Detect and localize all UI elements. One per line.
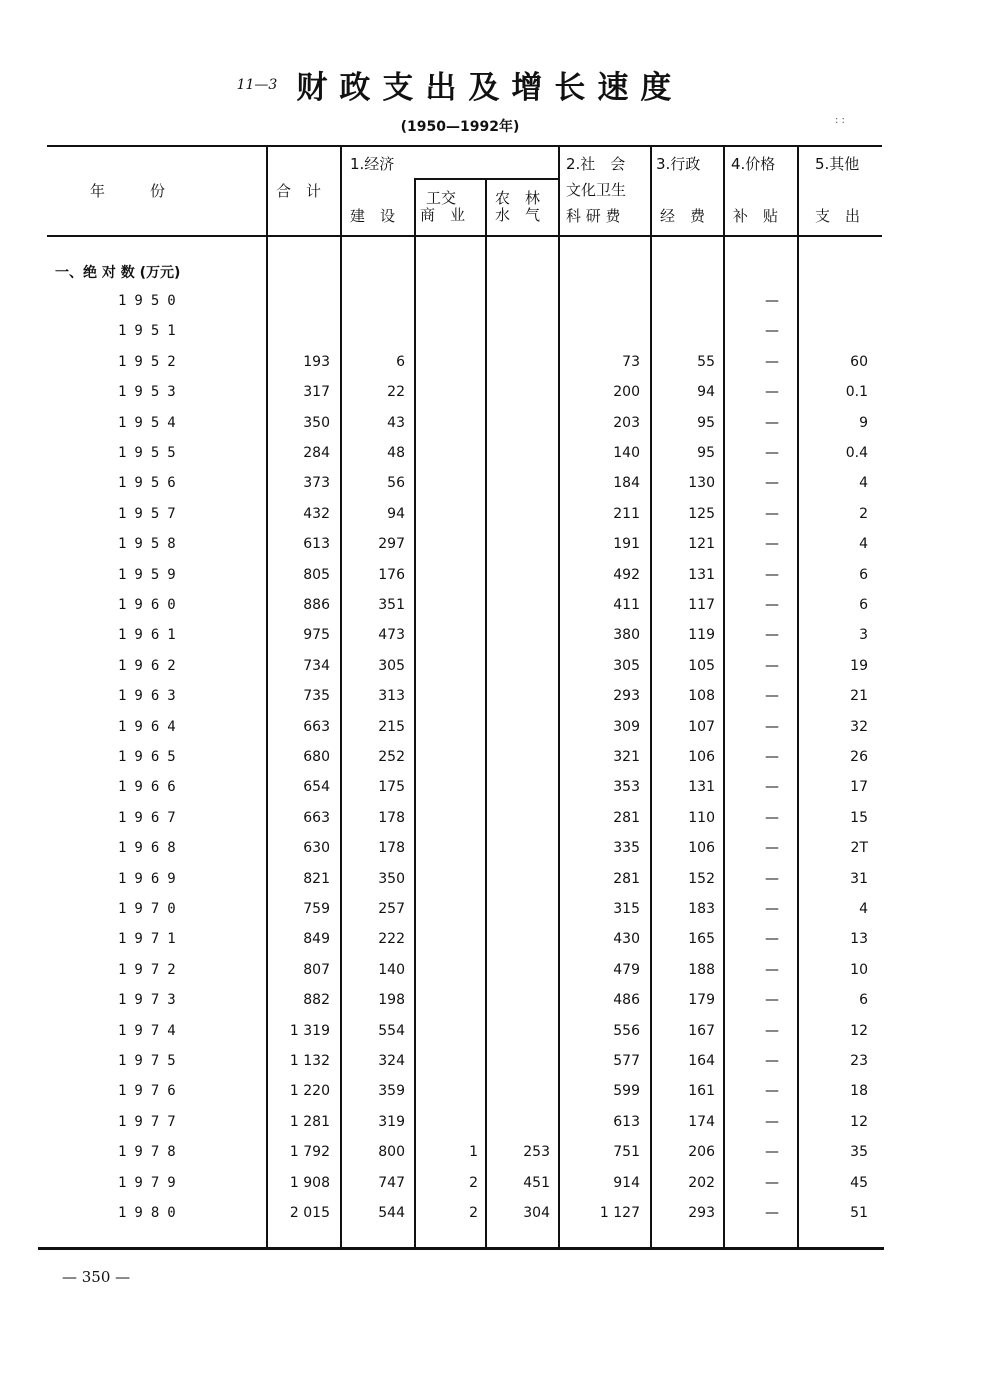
cell-other: 17 [850,779,868,796]
cell-price: — [765,1205,779,1221]
cell-year: 1976 [118,1083,184,1100]
cell-admin: 106 [688,749,715,765]
cell-admin: 55 [697,353,715,370]
table-row [0,871,1000,901]
header-other-bottom: 支 出 [815,207,861,225]
cell-build: 473 [378,627,405,644]
table-row [0,962,1000,992]
cell-price: — [765,931,779,948]
cell-build: 48 [387,445,405,461]
table-bottom-rule [38,1247,884,1250]
cell-social: 353 [613,779,640,796]
cell-price: — [765,840,779,857]
cell-admin: 167 [688,1022,715,1039]
cell-year: 1975 [118,1053,184,1069]
cell-build: 215 [378,718,405,735]
cell-build: 175 [378,779,405,796]
cell-build: 257 [378,901,405,917]
cell-price: — [765,870,779,887]
cell-total: 373 [303,475,330,492]
cell-build: 800 [378,1144,405,1161]
table-row [0,931,1000,961]
cell-build: 544 [378,1205,405,1221]
cell-year: 1961 [118,627,184,644]
cell-other: 32 [850,718,868,735]
table-row [0,658,1000,688]
cell-price: — [765,536,779,553]
table-header-rule [47,235,882,237]
table-row [0,323,1000,353]
cell-other: 15 [850,809,868,826]
cell-admin: 206 [688,1144,715,1161]
cell-total: 680 [303,749,330,765]
cell-price: — [765,809,779,826]
cell-price: — [765,475,779,492]
cell-social: 73 [622,353,640,370]
cell-admin: 131 [688,779,715,796]
table-title [0,62,1000,107]
cell-price: — [765,384,779,401]
cell-social: 315 [613,901,640,917]
cell-year: 1960 [118,597,184,613]
cell-year: 1972 [118,961,184,978]
cell-other: 12 [850,1022,868,1039]
cell-other: 10 [850,961,868,978]
cell-total: 654 [303,779,330,796]
cell-total: 1 908 [289,1174,330,1191]
cell-year: 1971 [118,931,184,948]
cell-admin: 110 [688,809,715,826]
table-row [0,1175,1000,1205]
cell-social: 599 [613,1083,640,1100]
cell-year: 1977 [118,1113,184,1130]
cell-price: — [765,1144,779,1161]
cell-build: 6 [396,353,405,370]
cell-total: 975 [303,627,330,644]
cell-build: 222 [378,931,405,948]
header-social-bottom: 科 研 费 [566,207,621,225]
header-total: 合 计 [276,182,322,200]
cell-social: 309 [613,718,640,735]
cell-build: 176 [378,566,405,583]
cell-year: 1965 [118,749,184,765]
table-row [0,1083,1000,1113]
section-label: 一、绝 对 数 (万元) [55,265,181,281]
cell-price: — [765,414,779,431]
cell-price: — [765,505,779,522]
cell-total: 350 [303,414,330,431]
table-row [0,597,1000,627]
cell-other: 60 [850,353,868,370]
cell-price: — [765,901,779,917]
cell-social: 914 [613,1174,640,1191]
cell-year: 1963 [118,688,184,705]
cell-build: 252 [378,749,405,765]
cell-social: 191 [613,536,640,553]
table-row [0,536,1000,566]
cell-year: 1955 [118,445,184,461]
cell-build: 359 [378,1083,405,1100]
cell-year: 1967 [118,809,184,826]
cell-other: 51 [850,1205,868,1221]
cell-admin: 121 [688,536,715,553]
table-row [0,475,1000,505]
cell-year: 1954 [118,414,184,431]
cell-admin: 202 [688,1174,715,1191]
cell-year: 1951 [118,323,184,340]
cell-build: 94 [387,505,405,522]
cell-year: 1973 [118,992,184,1009]
page-number: — 350 — [62,1268,131,1286]
table-row [0,506,1000,536]
cell-admin: 95 [697,445,715,461]
cell-total: 432 [303,505,330,522]
cell-social: 492 [613,566,640,583]
header-econ-group: 1.经济 [350,155,395,173]
table-row [0,445,1000,475]
cell-price: — [765,718,779,735]
cell-admin: 117 [688,597,715,613]
cell-price: — [765,992,779,1009]
subtitle: (1950—1992年) [400,119,520,135]
table-row [0,719,1000,749]
cell-build: 313 [378,688,405,705]
cell-build: 319 [378,1113,405,1130]
cell-admin: 293 [688,1205,715,1221]
cell-social: 479 [613,961,640,978]
cell-other: 45 [850,1174,868,1191]
cell-total: 613 [303,536,330,553]
cell-ind: 2 [469,1205,478,1221]
cell-other: 23 [850,1053,868,1069]
cell-year: 1959 [118,566,184,583]
cell-total: 663 [303,809,330,826]
cell-year: 1950 [118,293,184,309]
cell-social: 281 [613,870,640,887]
cell-build: 22 [387,384,405,401]
cell-build: 178 [378,809,405,826]
cell-other: 2T [850,840,868,857]
cell-other: 12 [850,1113,868,1130]
header-econ-agr-bottom: 水 气 [495,206,541,224]
cell-social: 321 [613,749,640,765]
cell-build: 140 [378,961,405,978]
cell-price: — [765,1174,779,1191]
econ-subheader-rule [414,178,558,180]
header-price-top: 4.价格 [731,155,776,173]
cell-price: — [765,445,779,461]
cell-social: 140 [613,445,640,461]
cell-price: — [765,353,779,370]
cell-social: 203 [613,414,640,431]
cell-admin: 164 [688,1053,715,1069]
cell-admin: 130 [688,475,715,492]
table-row [0,1205,1000,1235]
cell-build: 351 [378,597,405,613]
table-row [0,1053,1000,1083]
cell-total: 284 [303,445,330,461]
cell-build: 324 [378,1053,405,1069]
cell-price: — [765,566,779,583]
cell-other: 31 [850,870,868,887]
cell-social: 556 [613,1022,640,1039]
cell-year: 1953 [118,384,184,401]
cell-price: — [765,323,779,340]
cell-year: 1978 [118,1144,184,1161]
cell-admin: 188 [688,961,715,978]
scan-artifact: : : [835,115,845,126]
table-row [0,840,1000,870]
cell-price: — [765,627,779,644]
header-social-mid: 文化卫生 [566,181,627,199]
cell-social: 486 [613,992,640,1009]
cell-other: 0.1 [845,384,868,401]
cell-total: 663 [303,718,330,735]
header-social-top: 2.社 会 [566,155,626,173]
header-admin-top: 3.行政 [656,155,701,173]
table-number: 11—3 [236,76,278,93]
cell-other: 13 [850,931,868,948]
header-admin-bottom: 经 费 [660,207,706,225]
header-econ-ind-top: 工交 [426,189,457,207]
table-row [0,293,1000,323]
cell-other: 21 [850,688,868,705]
table-row [0,810,1000,840]
header-other-top: 5.其他 [815,155,860,173]
table-row [0,1023,1000,1053]
cell-social: 751 [613,1144,640,1161]
cell-admin: 131 [688,566,715,583]
cell-other: 4 [859,475,868,492]
cell-year: 1956 [118,475,184,492]
cell-price: — [765,597,779,613]
cell-year: 1952 [118,353,184,370]
cell-admin: 125 [688,505,715,522]
cell-total: 759 [303,901,330,917]
cell-other: 4 [859,901,868,917]
cell-social: 211 [613,505,640,522]
cell-admin: 152 [688,870,715,887]
table-row [0,415,1000,445]
cell-total: 849 [303,931,330,948]
header-econ-ind-bottom: 商 业 [420,206,466,224]
cell-year: 1968 [118,840,184,857]
cell-total: 193 [303,353,330,370]
cell-year: 1966 [118,779,184,796]
cell-other: 3 [859,627,868,644]
cell-social: 281 [613,809,640,826]
cell-admin: 105 [688,657,715,674]
cell-total: 1 220 [289,1083,330,1100]
cell-year: 1962 [118,657,184,674]
cell-admin: 183 [688,901,715,917]
header-econ-agr-top: 农 林 [495,189,541,207]
table-row [0,688,1000,718]
cell-ind: 2 [469,1174,478,1191]
table-row [0,627,1000,657]
cell-other: 19 [850,657,868,674]
cell-other: 6 [859,992,868,1009]
cell-other: 35 [850,1144,868,1161]
cell-total: 807 [303,961,330,978]
cell-build: 56 [387,475,405,492]
cell-year: 1964 [118,718,184,735]
cell-price: — [765,688,779,705]
cell-total: 882 [303,992,330,1009]
cell-year: 1958 [118,536,184,553]
cell-social: 293 [613,688,640,705]
table-row [0,749,1000,779]
cell-social: 200 [613,384,640,401]
cell-social: 335 [613,840,640,857]
table-row [0,1144,1000,1174]
cell-social: 577 [613,1053,640,1069]
cell-build: 350 [378,870,405,887]
cell-other: 2 [859,505,868,522]
cell-total: 821 [303,870,330,887]
cell-year: 1957 [118,505,184,522]
cell-build: 43 [387,414,405,431]
cell-price: — [765,293,779,309]
table-row [0,1114,1000,1144]
cell-total: 630 [303,840,330,857]
table-row [0,901,1000,931]
cell-build: 178 [378,840,405,857]
cell-social: 184 [613,475,640,492]
cell-price: — [765,749,779,765]
cell-admin: 108 [688,688,715,705]
cell-total: 735 [303,688,330,705]
cell-year: 1970 [118,901,184,917]
table-row [0,567,1000,597]
table-row [0,384,1000,414]
cell-agr: 451 [523,1174,550,1191]
cell-build: 554 [378,1022,405,1039]
cell-price: — [765,779,779,796]
cell-social: 613 [613,1113,640,1130]
cell-total: 317 [303,384,330,401]
cell-other: 26 [850,749,868,765]
cell-build: 297 [378,536,405,553]
cell-other: 0.4 [845,445,868,461]
cell-price: — [765,1113,779,1130]
cell-other: 18 [850,1083,868,1100]
cell-build: 198 [378,992,405,1009]
cell-total: 1 281 [289,1113,330,1130]
cell-admin: 119 [688,627,715,644]
table-top-rule [47,145,882,147]
cell-build: 305 [378,657,405,674]
cell-year: 1979 [118,1174,184,1191]
table-row [0,779,1000,809]
cell-total: 734 [303,657,330,674]
table-row [0,354,1000,384]
table-row [0,992,1000,1022]
cell-other: 9 [859,414,868,431]
cell-agr: 253 [523,1144,550,1161]
cell-price: — [765,1053,779,1069]
cell-other: 4 [859,536,868,553]
cell-build: 747 [378,1174,405,1191]
cell-price: — [765,1022,779,1039]
cell-admin: 161 [688,1083,715,1100]
cell-total: 1 792 [289,1144,330,1161]
cell-total: 1 132 [289,1053,330,1069]
cell-ind: 1 [469,1144,478,1161]
cell-social: 380 [613,627,640,644]
cell-admin: 106 [688,840,715,857]
cell-total: 805 [303,566,330,583]
cell-agr: 304 [523,1205,550,1221]
cell-price: — [765,1083,779,1100]
cell-admin: 107 [688,718,715,735]
cell-social: 1 127 [599,1205,640,1221]
cell-total: 886 [303,597,330,613]
cell-year: 1974 [118,1022,184,1039]
cell-admin: 165 [688,931,715,948]
header-year: 年 份 [90,182,166,200]
cell-social: 430 [613,931,640,948]
cell-total: 1 319 [289,1022,330,1039]
cell-other: 6 [859,566,868,583]
cell-other: 6 [859,597,868,613]
cell-price: — [765,961,779,978]
cell-admin: 95 [697,414,715,431]
cell-total: 2 015 [289,1205,330,1221]
cell-year: 1969 [118,870,184,887]
cell-admin: 174 [688,1113,715,1130]
header-price-bottom: 补 贴 [733,207,779,225]
cell-admin: 179 [688,992,715,1009]
cell-social: 305 [613,657,640,674]
cell-admin: 94 [697,384,715,401]
cell-year: 1980 [118,1205,184,1221]
header-econ-build: 建 设 [350,207,396,225]
cell-social: 411 [613,597,640,613]
cell-price: — [765,657,779,674]
title-text: 财政支出及增长速度 [296,70,684,106]
